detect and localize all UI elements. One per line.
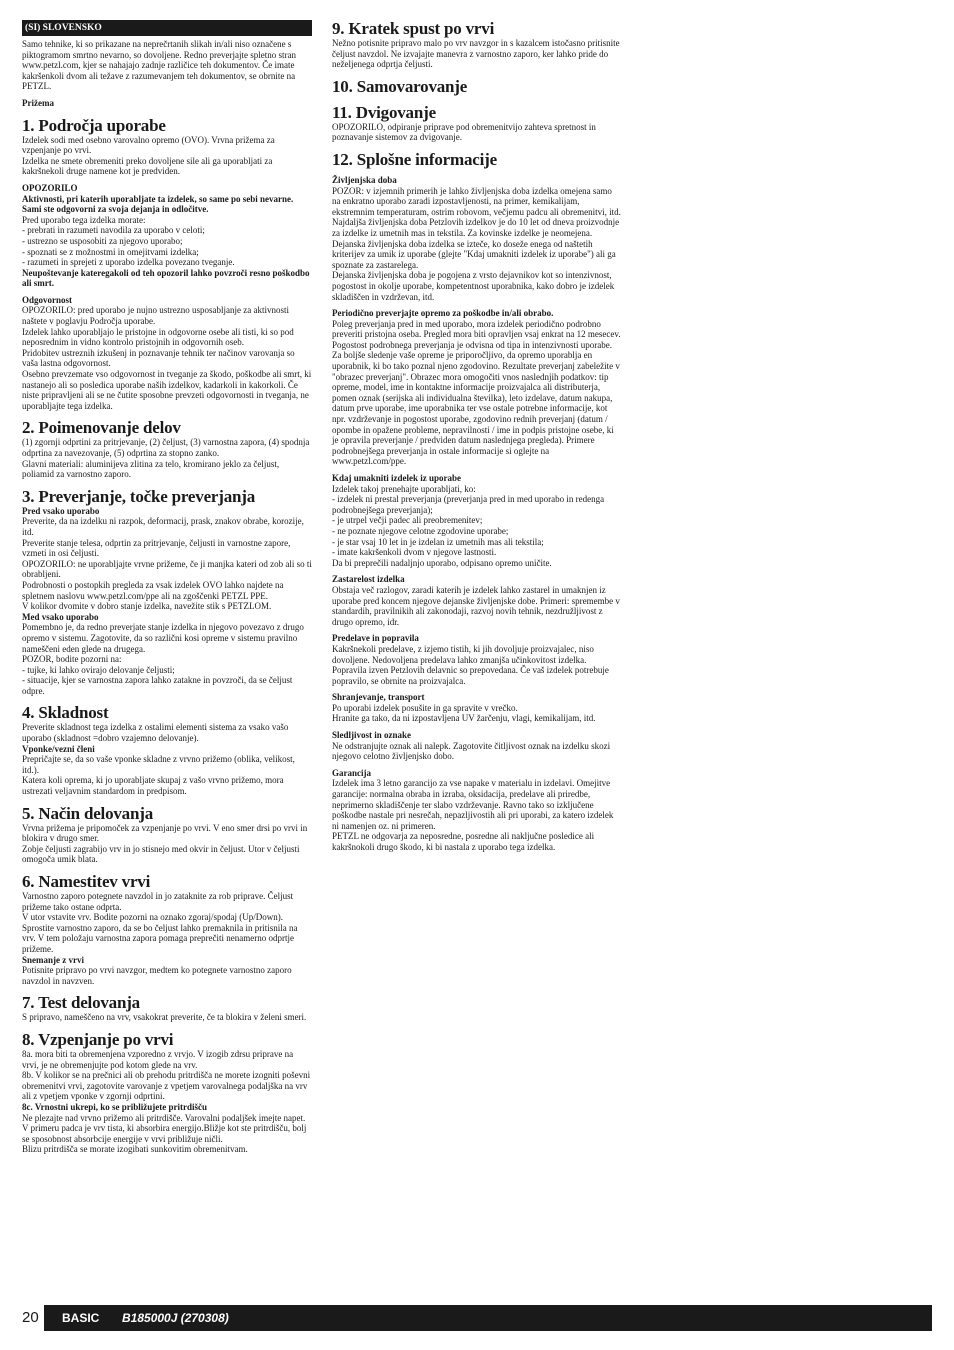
- section-title-3: 3. Preverjanje, točke preverjanja: [22, 486, 256, 506]
- s12-mod-p1: Kakršnekoli predelave, z izjemo tistih, ki jih dovoljuje proizvajalec, niso dovoljene. Nedovoljena predelava lahko zmanjša učinkovitost izdelka. Popravila izven Petzlovih delavnic so prepovedana. Če vaš izdelek potrebuje popravilo, se obrnite na proizvajalca.: [332, 643, 609, 686]
- s1-before-use: Pred uporabo tega izdelka morate:: [22, 214, 146, 225]
- s3-during-head: Med vsako uporabo: [22, 611, 99, 622]
- s12-retire-head: Kdaj umakniti izdelek iz uporabe: [332, 473, 462, 483]
- s12-retire-list-item: - imate kakršenkoli dvom v njegove lastnosti.: [332, 547, 497, 558]
- s3-p2: Preverite stanje telesa, odprtin za pritrjevanje, čeljusti in varnostne zapore, vzmeti in osi čeljusti.: [22, 537, 291, 559]
- page-number: 20: [22, 1309, 39, 1326]
- product-label: Prižema: [22, 97, 54, 108]
- s8-p5: Blizu pritrdišča se morate izogibati sunkovitim obremenitvam.: [22, 1144, 248, 1155]
- s12-life-p3: Dejanska življenjska doba je pogojena z vrsto dejavnikov kot so intenzivnost, pogostost in okolje uporabe, kompetentnost uporabnika, kako dobro je izdelek skladiščen in vzdrževan, itd.: [332, 270, 615, 302]
- page-footer: [22, 1305, 932, 1331]
- s8-p1: 8a. mora biti ta obremenjena vzporedno z vrvjo. V izogib zdrsu pripravе na vrvi, je ne obremenjujte pod kotom glede na vrv.: [22, 1048, 294, 1070]
- section-title-9: 9. Kratek spust po vrvi: [332, 19, 495, 38]
- s12-check-p1: Poleg preverjanja pred in med uporabo, mora izdelek periodično podrobno preveriti pristojna oseba. Pregled mora biti opravljen vsaj enkrat na 12 mesecev. Pogostost podrobnega preverjanja je odvisna od tipa in intenzivnosti uporabe. Za boljše sledenje vaše opreme je priporočljivo, da opremo uporablja en uporabnik, ki bo tako poznal njeno zgodovino. Rezultate preverjanj zabeležite v "obrazec preverjanj". Obrazec mora omogočiti vnos naslednjih podatkov: tip opreme, model, ime in kontaktne informacije proizvajalca ali distributerja, pomen oznak (serijska ali individualna številka), leto izdelave, datum nakupa, datum prve uporabe, ime uporabnika ter vse ostale potrebne informacije, kot npr. vzdrževanje in pogostost uporabe, zgodovino rednih preverjanj (datum / opombe in opažene probleme, nepravilnosti / ime in podpis pristojne osebe, ki je opravila preverjanje / predviden datum naslednjega pregleda). Primere podrobnejšega preverjanja in ostale informacije si oglejte na www.petzl.com/ppe.: [332, 318, 621, 467]
- s4-sub: Vponke/vezni členi: [22, 743, 95, 754]
- section-title-4: 4. Skladnost: [22, 703, 109, 723]
- s12-warr-head: Garancija: [332, 767, 371, 778]
- s4-p2: Prepričajte se, da so vaše vponke skladne z vrvno prižemo (oblika, velikost, itd.).: [22, 754, 295, 775]
- s3-list-item: - situacije, kjer se varnostna zapora lahko zatakne in povzroči, da se čeljust odpre.: [22, 675, 293, 696]
- s5-p1: Vrvna prižema je pripomoček za vzpenjanje po vrvi. V eno smer drsi po vrvi in blokira v drugo smer.: [22, 822, 308, 844]
- left-column: [22, 20, 312, 1155]
- section-title-7: 7. Test delovanja: [22, 993, 140, 1013]
- s1-resp-p4: Osebno prevzemate vso odgovornost in tveganje za škodo, poškodbe ali smrt, ki nastanejo ali so posledica uporabe naših izdelkov, kadarkoli in kakorkoli. Če niste pripravljeni ali se ne čutite sposobne prevzeti odgovornosti in tveganja, ne uporabljajte tega izdelka.: [22, 369, 312, 411]
- product-name: BASIC: [62, 1311, 100, 1325]
- s12-trace-p1: Ne odstranjujte oznak ali nalepk. Zagotovite čitljivost oznak na izdelku skozi njegovo celotno življenjsko dobo.: [332, 740, 611, 762]
- s3-before-head: Pred vsako uporabo: [22, 505, 100, 516]
- s4-p3: Katera koli oprema, ki jo uporabljate skupaj z vašo vrvno prižemo, mora ustrezati veljavnim standardom in predpisom.: [22, 775, 284, 797]
- s6-sub: Snemanje z vrvi: [22, 954, 84, 965]
- section-title-5: 5. Način delovanja: [22, 803, 153, 823]
- s2-p2: Glavni materiali: aluminijeva zlitina za telo, kromirano jeklo za čeljust, poliamid za varnostno zaporo.: [22, 458, 280, 480]
- section-title-12: 12. Splošne informacije: [332, 149, 497, 169]
- s12-obs-head: Zastarelost izdelka: [332, 574, 405, 585]
- s12-mod-head: Predelave in popravila: [332, 633, 419, 644]
- s12-retire-list-item: - je star vsaj 10 let in je izdelan iz umetnih mas ali tekstila;: [332, 536, 544, 547]
- s3-p1: Preverite, da na izdelku ni razpok, deformacij, prask, znakov obrabe, korozije, itd.: [22, 516, 304, 537]
- s12-life-head: Življenjska doba: [332, 174, 397, 185]
- s12-trace-head: Sledljivost in oznake: [332, 730, 412, 741]
- footer-bar: [44, 1305, 932, 1331]
- s12-store-p2: Hranite ga tako, da ni izpostavljena UV žarčenju, vlagi, kemikalijam, itd.: [332, 713, 596, 724]
- s6-p1: Varnostno zaporo potegnete navzdol in jo zataknite za rob pripravе. Čeljust prižeme tako ostane odprta.: [22, 891, 294, 912]
- s8-p3: Ne plezajte nad vrvno prižemo ali pritrdišče. Varovalni podaljšek imejte napet.: [22, 1112, 306, 1123]
- right-column: [332, 20, 622, 853]
- document-reference: B185000J (270308): [122, 1311, 229, 1325]
- s8-p4: V primeru padca je vrv tista, ki absorbira energijo.Bližje kot ste pritrdišču, bolj se sposobnost absorbcije energije v vrvi približuje ničli.: [22, 1123, 307, 1144]
- s12-warr-p1: Izdelek ima 3 letno garancijo za vse napake v materialu in izdelavi. Omejitve garancije: normalna obraba in izraba, oksidacija, predelave ali priredbe, neprimerno skladiščenje ter slabo vzdrževanje. Ravno tako so izključene poškodbe nastale pri nesrečah, nepazljivostih ali pri uporabi, za katero izdelek ni namenjen oz. ni primeren.: [332, 778, 614, 831]
- s12-store-head: Shranjevanje, transport: [332, 692, 425, 703]
- section-title-10: 10. Samovarovanje: [332, 76, 468, 96]
- s12-retire-list-item: - izdelek ni prestal preverjanja (preverjanja pred in med uporabo in redenga podrobnejšega preverjanja);: [332, 494, 605, 515]
- s6-p2: V utor vstavite vrv. Bodite pozorni na oznako zgoraj/spodaj (Up/Down). Sprostite varnostno zaporo, da se bo čeljust lahko premaknila in pritisnila na vrv. V tem položaju varnostna zapora pomaga preprečiti nenamerno odprtje prižeme.: [22, 912, 298, 954]
- s1-list-item: - razumeti in sprejeti z uporabo izdelka povezano tveganje.: [22, 257, 235, 268]
- s12-retire-p2: Da bi preprečili nadaljnjo uporabo, odpisano opremo uničite.: [332, 557, 552, 568]
- s3-p5: V kolikor dvomite v dobro stanje izdelka, navežite stik s PETZLOM.: [22, 601, 272, 612]
- section-title-2: 2. Poimenovanje delov: [22, 418, 181, 438]
- s5-p2: Zobje čeljusti zagrabijo vrv in jo stisnejo med okvir in čeljust. Utor v čeljusti omogoča umik blata.: [22, 843, 300, 865]
- s1-resp-p3: Pridobitev ustreznih izkušenj in poznavanje tehnik ter načinov varovanja so vaša lastna odgovornost.: [22, 347, 295, 369]
- s1-list-item: - prebrati in razumeti navodila za uporabo v celoti;: [22, 225, 205, 236]
- s12-obs-p1: Obstaja več razlogov, zaradi katerih je izdelek lahko zastarel in umaknjen iz uporabe pred koncem njegove dejanske življenjske dobe. Primeri: spremembe v standardih, pravilnikih ali zakonodaji, razvoj novih tehnik, nezdružljivost z drugo opremo, idr.: [332, 584, 620, 627]
- s1-warning-end: Neupoštevanje kateregakoli od teh opozoril lahko povzroči resno poškodbo ali smrt.: [22, 267, 310, 289]
- s1-p1: Izdelek sodi med osebno varovalno opremo (OVO). Vrvna prižema za vzpenjanje po vrvi.: [22, 134, 275, 156]
- s12-store-p1: Po uporabi izdelek posušite in ga spravite v vrečko.: [332, 702, 518, 713]
- s12-life-p1: POZOR: v izjemnih primerih je lahko življenjska doba izdelka omejena samo na enkratno uporabo zaradi izpostavljenosti, na primer, kemikalijam, ekstremnim temperaturam, ostrim robovom, večjemu padcu ali obremenitvi, itd. Najdaljša življenjska doba Petzlovih izdelkov je do 10 let od dneva proizvodnje za izdelke iz umetnih mas in tekstila. Za kovinske izdelke je neomejena.: [332, 185, 621, 238]
- s1-resp-p2: Izdelek lahko uporabljajo le pristojne in odgovorne osebe ali tisti, ki so pod neposrednim in vidno kontrolo pristojnih in odgovornih oseb.: [22, 326, 294, 348]
- language-header: (SI) SLOVENSKO: [22, 20, 312, 36]
- s1-resp-head: Odgovornost: [22, 294, 73, 305]
- section-title-6: 6. Namestitev vrvi: [22, 872, 151, 891]
- s12-life-p2: Dejanska življenjska doba izdelka se izteče, ko doseže enega od naštetih kriterijev za umik iz uporabe (glejte "Kdaj umakniti izdelek iz uporabe") ali ga spoznate za zastarelega.: [332, 238, 616, 270]
- s1-p2: Izdelka ne smete obremeniti preko dovoljene sile ali ga uporabljati za kakršnekoli druge namene kot je predviden.: [22, 155, 273, 177]
- s3-p3: OPOZORILO: ne uporabljajte vrvne prižeme, če ji manjka kateri od zob ali so ti obrabljeni.: [22, 558, 312, 580]
- section-title-8: 8. Vzpenjanje po vrvi: [22, 1029, 174, 1049]
- s1-resp-p1: OPOZORILO: pred uporabo je nujno ustrezno usposabljanje za aktivnosti naštete v poglavju Področja uporabe.: [22, 305, 289, 327]
- section-title-1: 1. Področja uporabe: [22, 115, 166, 135]
- intro-text: Samo tehnike, ki so prikazane na neprečrtanih slikah in/ali niso označene s piktogramom smrtno nevarno, so dovoljene. Redno preverjajte spletno stran www.petzl.com, kjer se nahajajo zadnje različice teh dokumentov. Če imate kakršenkoli dvom ali težave z razumevanjem teh dokumentov, se obrnite na PETZL.: [22, 39, 296, 92]
- s12-warr-p2: PETZL ne odgovarja za neposredne, posredne ali naključne posledice ali kakršnokoli drugo škodo, ki bi nastala z uporabo tega izdelka.: [332, 831, 595, 852]
- s1-list-item: - ustrezno se usposobiti za njegovo uporabo;: [22, 235, 183, 246]
- s12-retire-p1: Izdelek takoj prenehajte uporabljati, ko:: [332, 483, 476, 494]
- s3-p6: Pomembno je, da redno preverjate stanje izdelka in njegovo povezavo z drugo opremo v sistemu. Zagotovite, da so različni kosi opreme v sistemu pravilno nameščeni eden glede na drugega.: [22, 622, 304, 654]
- s1-warning-head: OPOZORILO: [22, 182, 78, 193]
- s12-check-head: Periodično preverjajte opremo za poškodbe in/ali obrabo.: [332, 308, 554, 319]
- s9-p1: Nežno potisnite pripravo malo po vrv navzgor in s kazalcem istočasno pritisnite čeljust navzdol. Ne izvajajte manevra z varnostno zaporo, ker lahko pride do neželjenega odprtja čeljusti.: [332, 38, 620, 70]
- s12-retire-list-item: - je utrpel večji padec ali preobremenitev;: [332, 515, 483, 526]
- s1-warning-bold: Aktivnosti, pri katerih uporabljate ta izdelek, so same po sebi nevarne. Sami ste odgovorni za svoja dejanja in odločitve.: [22, 193, 294, 215]
- section-title-11: 11. Dvigovanje: [332, 102, 436, 122]
- s8-sub: 8c. Vrnostni ukrepi, ko se približujete pritrdišču: [22, 1101, 208, 1112]
- s1-list-item: - spoznati se z možnostmi in omejitvami izdelka;: [22, 246, 199, 257]
- s3-p7: POZOR, bodite pozorni na:: [22, 654, 122, 665]
- s4-p1: Preverite skladnost tega izdelka z ostalimi elementi sistema za vsako vašo uporabo (skladnost =dobro vzajemno delovanje).: [22, 722, 289, 744]
- s2-p1: (1) zgornji odprtini za pritrjevanje, (2) čeljust, (3) varnostna zapora, (4) spodnja odprtina za navezovanje, (5) odprtina za stopno zanko.: [22, 437, 310, 458]
- s11-p1: OPOZORILO, odpiranje pripravе pod obremenitvijo zahteva spretnost in poznavanje sistemov za dvigovanje.: [332, 121, 596, 143]
- s8-p2: 8b. V kolikor se na prečnici ali ob prehodu pritrdišča ne morete izogniti poševni obremenitvi vrvi, zagotovite varovanje z vpetjem varovalnega podaljška na vrv ali z vpetjem vponke v zgornji odprtini.: [22, 1070, 311, 1102]
- s12-retire-list-item: - ne poznate njegove celotne zgodovine uporabe;: [332, 525, 509, 536]
- s7-p1: S pripravo, nameščeno na vrv, vsakokrat preverite, če ta blokira v želeni smeri.: [22, 1012, 307, 1023]
- s3-p4: Podrobnosti o postopkih pregleda za vsak izdelek OVO lahko najdete na spletnem naslovu www.petzl.com/ppe ali na zgoščenki PETZL PPE.: [22, 579, 284, 601]
- s3-list-item: - tujke, ki lahko ovirajo delovanje čeljusti;: [22, 664, 175, 675]
- s6-p3: Potisnite pripravo po vrvi navzgor, medtem ko potegnete varnostno zaporo navzdol in navzven.: [22, 965, 292, 986]
